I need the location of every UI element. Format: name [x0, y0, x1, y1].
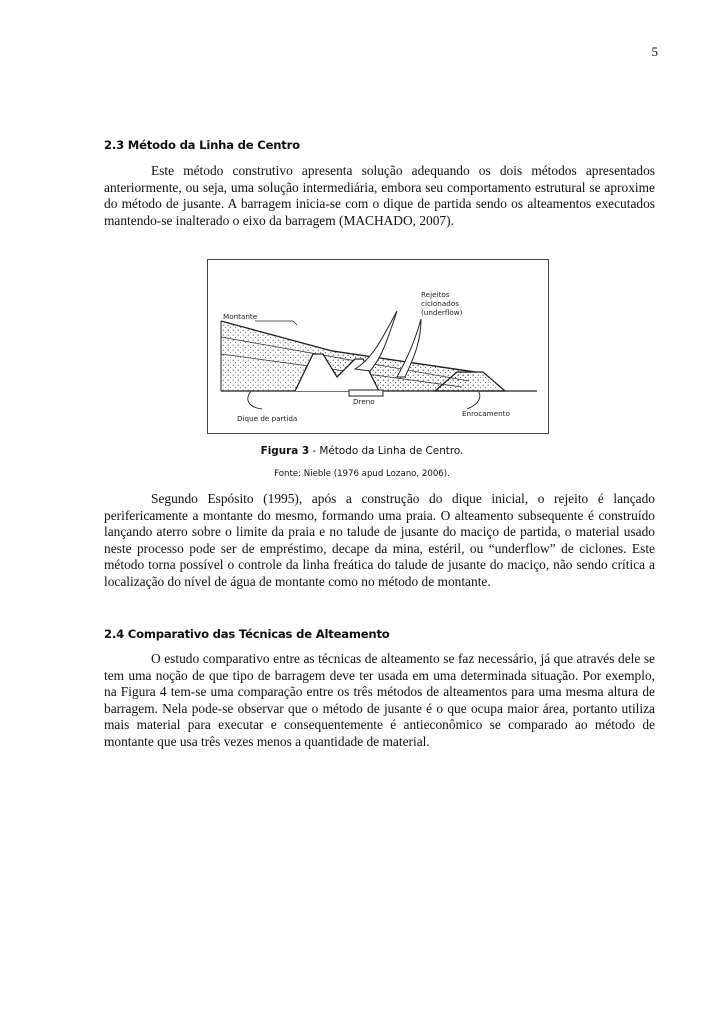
figure-caption [0, 445, 724, 457]
label-dique: Dique de partida [237, 414, 298, 423]
label-rejeitos-2: ciclonados [421, 299, 459, 308]
section-heading-2-3: 2.3 Método da Linha de Centro [104, 138, 300, 152]
label-enrocamento: Enrocamento [462, 409, 510, 418]
figure-source: Fonte: Nieble (1976 apud Lozano, 2006). [274, 469, 450, 479]
section-heading-2-4: 2.4 Comparativo das Técnicas de Alteamento [104, 627, 390, 641]
figure-linha-de-centro-diagram [207, 259, 549, 434]
drain-box [349, 390, 383, 396]
page-number: 5 [651, 44, 658, 59]
figure-caption-label: Figura 3 [260, 445, 310, 457]
label-dreno: Dreno [353, 397, 375, 406]
figure-caption-text: - Método da Linha de Centro. [309, 445, 464, 457]
label-montante: Montante [223, 312, 258, 321]
label-rejeitos-1: Rejeitos [421, 290, 450, 299]
paragraph-linha-de-centro: Este método construtivo apresenta solução adequando os dois métodos apresentados anteriormente, ou seja, uma solução intermediária, embora seu comportamento estrutural se aproxime do método de jusante. A barragem inicia-se com o dique de partida sendo os alteamentos executados mantendo-se inalterado o eixo da barragem (MACHADO, 2007). [104, 163, 655, 228]
paragraph-esposito: Segundo Espósito (1995), após a construção do dique inicial, o rejeito é lançado perifericamente a montante do mesmo, formando uma praia. O alteamento subsequente é construído lançando aterro sobre o limite da praia e no talude de jusante do maciço de partida, o material usado neste processo pode ser de empréstimo, decape da mina, estéril, ou “underflow” de ciclones. Este método torna possível o controle da linha freática do talude de jusante do maciço, não sendo crítica a localização do nível de água de montante como no método de montante. [104, 491, 655, 589]
label-rejeitos-3: (underflow) [421, 308, 463, 317]
paragraph-comparativo: O estudo comparativo entre as técnicas de alteamento se faz necessário, já que através dele se tem uma noção de que tipo de barragem deve ter usada em uma determinada situação. Por exemplo, na Figura 4 tem-se uma comparação entre os três métodos de alteamentos para uma mesma altura de barragem. Nela pode-se observar que o método de jusante é o que ocupa maior área, portanto utiliza mais material para executar e consequentemente é antieconômico se comparado ao método de montante que usa três vezes menos a quantidade de material. [104, 651, 655, 749]
